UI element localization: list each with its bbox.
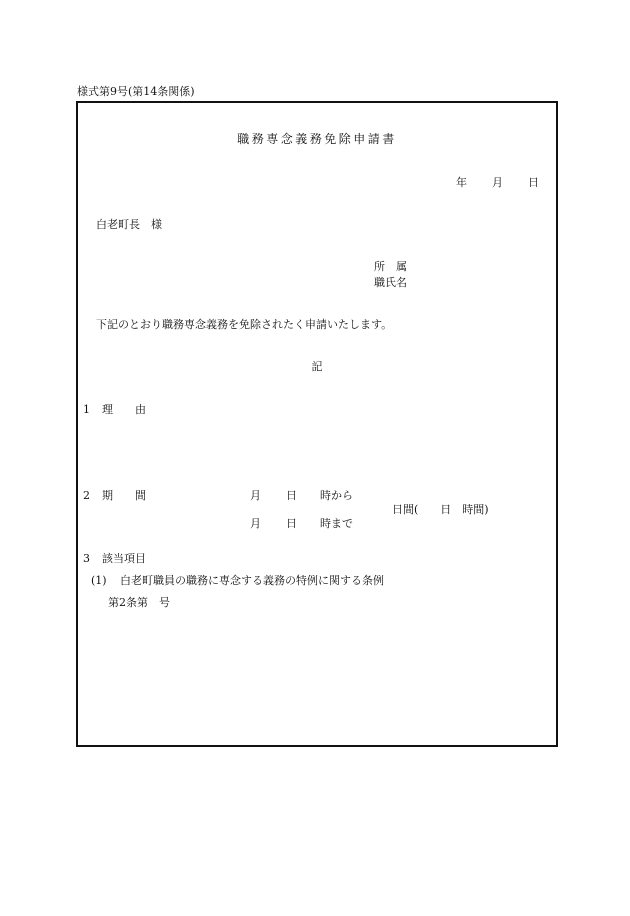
article-reference: 第2条第 号 — [108, 596, 170, 609]
date-month-label: 月 — [492, 176, 503, 189]
period-to-month: 月 — [250, 517, 261, 530]
period-to-time: 時まで — [320, 517, 353, 530]
sub-item-1-number: (1) — [91, 574, 107, 587]
item-2-number: 2 — [83, 489, 90, 502]
item-3-number: 3 — [83, 552, 90, 565]
period-from-time: 時から — [320, 489, 353, 502]
affiliation-label: 所 属 — [374, 260, 407, 273]
date-day-label: 日 — [528, 176, 539, 189]
form-number-label: 様式第9号(第14条関係) — [77, 85, 195, 98]
period-label: 期 間 — [102, 489, 146, 502]
addressee: 白老町長 様 — [96, 218, 162, 231]
period-duration: 日間( 日 時間) — [392, 503, 489, 516]
request-statement: 下記のとおり職務専念義務を免除されたく申請いたします。 — [96, 318, 393, 331]
ki-heading: 記 — [311, 360, 323, 373]
name-label: 職氏名 — [374, 276, 407, 289]
period-from-day: 日 — [286, 489, 297, 502]
period-to-day: 日 — [286, 517, 297, 530]
applicable-item-label: 該当項目 — [102, 552, 146, 565]
form-title: 職務専念義務免除申請書 — [237, 132, 397, 146]
period-from-month: 月 — [250, 489, 261, 502]
application-form — [76, 101, 558, 747]
date-year-label: 年 — [456, 176, 467, 189]
reason-label: 理 由 — [102, 403, 146, 416]
ordinance-name: 白老町職員の職務に専念する義務の特例に関する条例 — [120, 574, 384, 587]
item-1-number: 1 — [83, 403, 90, 416]
